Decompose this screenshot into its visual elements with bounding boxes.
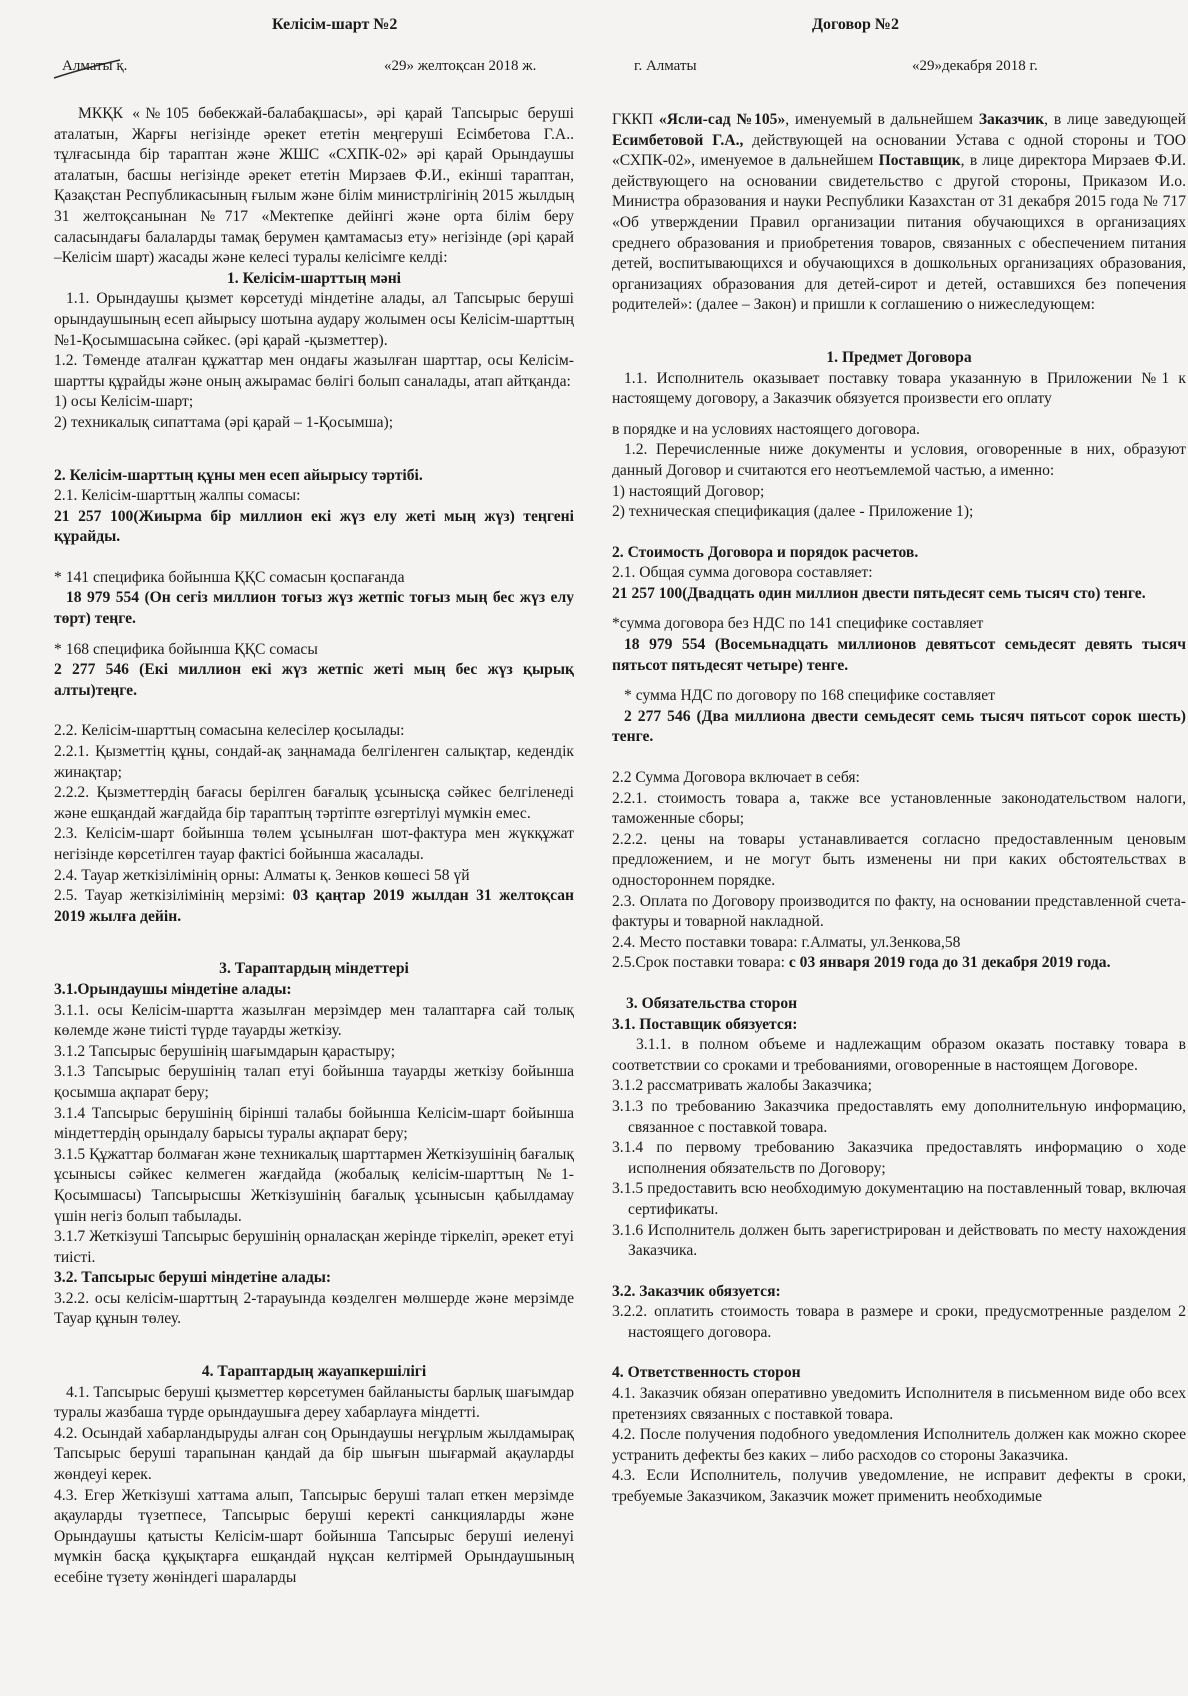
ru-s2-5-label: 2.5.Срок поставки товара: <box>612 954 789 972</box>
kz-s2-1-sum: 21 257 100(Жиырма бір миллион екі жүз елу жеті мың жүз) теңгені құрайды. <box>54 507 574 546</box>
ru-s2-3: 2.3. Оплата по Договору производится по факту, на основании представленной счета-фактуры и товарной накладной. <box>612 892 1186 931</box>
kz-s2-4: 2.4. Тауар жеткізілімінің орны: Алматы қ. Зенков көшесі 58 үй <box>54 866 470 884</box>
ru-s3-1-2: 3.1.2 рассматривать жалобы Заказчика; <box>612 1077 872 1095</box>
ru-title: Договор №2 <box>812 16 899 33</box>
kz-body <box>54 104 574 1589</box>
ru-city: г. Алматы <box>634 58 697 74</box>
ru-s2-168: * сумма НДС по договору по 168 специфике составляет <box>624 687 996 705</box>
ru-s2-4: 2.4. Место поставки товара: г.Алматы, ул.Зенкова,58 <box>612 933 961 951</box>
ru-intro <box>612 110 1186 316</box>
ru-s2-2: 2.2 Сумма Договора включает в себя: <box>612 769 860 787</box>
kz-s4-3: 4.3. Егер Жеткізуші хаттама алып, Тапсырыс беруші талап еткен мерзімде ақауларды түзетпесе, Тапсырыс беруші керекті санкцияларды және Орындаушы қатысты Келісім-шарт бойынша Тапсырыс беруші иеленуі мүмкін басқа құқықтарға ешқандай нұқсан келтірмей Орындаушының есебіне түзету жөніндегі шараларды <box>54 1486 574 1586</box>
kz-s4-title: 4. Тараптардың жауапкершілігі <box>201 1363 427 1381</box>
ru-intro-supplier: Поставщик <box>878 152 961 170</box>
kz-city: Алматы қ. <box>62 58 128 74</box>
ru-s4-1: 4.1. Заказчик обязан оперативно уведомить Исполнителя в письменном виде обо всех претензиях связанных с поставкой товара. <box>612 1385 1186 1423</box>
ru-s3-2-2: 3.2.2. оплатить стоимость товара в размере и сроки, предусмотренные разделом 2 настоящего договора. <box>612 1303 1186 1341</box>
kz-s3-1-2: 3.1.2 Тапсырыс берушінің шағымдарын қарастыру; <box>54 1042 396 1060</box>
ru-intro-part: , в лице заведующей <box>1044 111 1186 128</box>
kz-s2-1: 2.1. Келісім-шарттың жалпы сомасы: <box>54 487 301 505</box>
kz-date: «29» желтоқсан 2018 ж. <box>384 58 537 74</box>
ru-s2-1-sum: 21 257 100(Двадцать один миллион двести пятьдесят семь тысяч сто) тенге. <box>612 584 1146 602</box>
ru-intro-org: «Ясли-сад №105» <box>658 111 786 128</box>
kz-s2-141-sum: 18 979 554 (Он сегіз миллион тоғыз жүз жетпіс тоғыз мың бес жүз елу төрт) теңге. <box>54 589 574 628</box>
kz-s3-1-title: 3.1.Орындаушы міндетіне алады: <box>54 980 292 998</box>
ru-s2-5-dates: с 03 января 2019 года до 31 декабря 2019 года. <box>788 954 1111 972</box>
ru-intro-part: ГККП <box>612 111 659 128</box>
kz-title: Келісім-шарт №2 <box>272 16 398 33</box>
ru-s3-1-3: 3.1.3 по требованию Заказчика предоставлять ему дополнительную информацию, связанное с поставкой товара. <box>612 1097 1186 1136</box>
ru-s2-title: 2. Стоимость Договора и порядок расчетов. <box>612 543 919 561</box>
ru-s2-2-2: 2.2.2. цены на товары устанавливается согласно предоставленным ценовым предложением, и не могут быть изменены ни при каких обстоятельствах в одностороннем порядке. <box>612 830 1186 889</box>
kz-s2-5-label: 2.5. Тауар жеткізілімінің мерзімі: <box>54 887 293 905</box>
ru-intro-head: Есимбетовой Г.А., <box>612 131 744 149</box>
ru-s2-2-1: 2.2.1. стоимость товара а, также все установленные законодательством налоги, таможенные сборы; <box>612 789 1186 828</box>
kz-s3-1-7: 3.1.7 Жеткізуші Тапсырыс берушінің орналасқан жерінде тіркеліп, әрекет етуі тиісті. <box>54 1228 574 1266</box>
ru-s3-1-4: 3.1.4 по первому требованию Заказчика предоставлять информацию о ходе исполнения обязательств по Договору; <box>612 1139 1186 1177</box>
ru-s2-141-sum: 18 979 554 (Восемьнадцать миллионов девятьсот семьдесят девять тысяч пятьсот пятьдесят четыре) тенге. <box>612 636 1186 674</box>
ru-s4-3: 4.3. Если Исполнитель, получив уведомление, не исправит дефекты в сроки, требуемые Заказчиком, Заказчик может применить необходимые <box>612 1467 1186 1506</box>
kz-s1-2-2: 2) техникалық сипаттама (әрі қарай – 1-Қосымша); <box>54 413 394 431</box>
ru-s1-1: 1.1. Исполнитель оказывает поставку товара указанную в Приложении №1 к настоящему договору, а Заказчик обязуется произвести его оплату <box>612 369 1186 408</box>
ru-s1-2: 1.2. Перечисленные ниже документы и условия, оговоренные в них, образуют данный Договор и считаются его неотъемлемой частью, а именно: <box>612 441 1186 479</box>
kz-s2-141: * 141 специфика бойынша ҚҚС сомасын қоспағанда <box>54 568 405 586</box>
ru-s3-1-1: 3.1.1. в полном объеме и надлежащим образом оказать поставку товара в соответствии со сроками и требованиями, оговоренные в настоящем Договоре. <box>612 1036 1186 1074</box>
ru-intro-customer: Заказчик <box>978 111 1045 128</box>
kz-s3-2-title: 3.2. Тапсырыс беруші міндетіне алады: <box>54 1269 332 1287</box>
kz-s1-title: 1. Келісім-шарттың мәні <box>226 269 402 287</box>
kz-s2-168-sum: 2 277 546 (Екі миллион екі жүз жетпіс жеті мың бес жүз қырық алты)теңге. <box>54 661 574 699</box>
kz-s2-2-2: 2.2.2. Қызметтердің бағасы берілген бағалық ұсынысқа сәйкес белгіленеді және ешқандай жағдайда бір тараптың тәртіпте өзгертілуі мүмкін емес. <box>54 784 574 822</box>
kz-s3-2-2: 3.2.2. осы келісім-шарттың 2-тарауында көзделген мөлшерде және мерзімде Тауар құнын төлеу. <box>54 1289 574 1328</box>
kz-s3-title: 3. Тараптардың міндеттері <box>219 960 409 978</box>
kz-intro: МКҚК «№105 бөбекжай-балабақшасы», әрі қарай Тапсырыс беруші аталатын, Жарғы негізінде әрекет ететін меңгеруші Есімбетова Г.А.. тұлғасында бір тараптан және ЖШС «СХПК-02» әрі қарай Орындаушы аталатын, басшы негізінде әрекет ететін Мирзаев Ф.И., екінші тараптан, Қазақстан Республикасының ғылым және білім министрлігінің 2015 жылдың 31 желтоқсанынан №717 «Мектепке дейінгі және орта білім беру саласындағы балаларды тамақ берумен қамтамасыз ету» негізінде (әрі қарай –Келісім шарт) жасады және келесі туралы келісімге келді: <box>54 105 574 267</box>
ru-s2-168-sum: 2 277 546 (Два миллиона двести семьдесят семь тысяч пятьсот сорок шесть) тенге. <box>612 707 1186 746</box>
ru-s1-title: 1. Предмет Договора <box>826 348 972 366</box>
kz-s4-1: 4.1. Тапсырыс беруші қызметтер көрсетумен байланысты барлық шағымдар туралы жазбаша түрде орындаушыға дереу хабарлауға міндетті. <box>54 1383 574 1422</box>
kz-s1-2-1: 1) осы Келісім-шарт; <box>54 393 194 411</box>
kz-s2-title: 2. Келісім-шарттың құны мен есеп айырысу тәртібі. <box>54 466 423 484</box>
ru-s4-2: 4.2. После получения подобного уведомления Исполнитель должен как можно скорее устранить дефекты без каких – либо расходов со стороны Заказчика. <box>612 1426 1186 1464</box>
ru-s1-2-2: 2) техническая спецификация (далее - Приложение 1); <box>612 503 974 521</box>
ru-body <box>612 110 1186 1508</box>
ru-s2-5 <box>612 953 1186 974</box>
ru-s1-2-1: 1) настоящий Договор; <box>612 482 765 500</box>
ru-s1-1b: в порядке и на условиях настоящего договора. <box>612 420 920 438</box>
ru-s2-141: *сумма договора без НДС по 141 специфике составляет <box>612 615 984 633</box>
kz-s3-1-5: 3.1.5 Құжаттар болмаған және техникалық шарттармен Жеткізушінің бағалық ұсынысы сәйкес келмеген жағдайда (жобалық келісім-шарттың №1-Қосымшасы) Тапсырысшы Жеткізушінің бағалық ұсынысын қабылдамау үшін негіз болып табылады. <box>54 1145 574 1225</box>
kz-s3-1-1: 3.1.1. осы Келісім-шартта жазылған мерзімдер мен талаптарға сай толық көлемде және тиісті түрде тауарды жеткізу. <box>54 1001 574 1040</box>
kz-s1-2: 1.2. Төменде аталған құжаттар мен ондағы жазылған шарттар, осы Келісім-шартты құрайды және оның ажырамас бөлігі болып саналады, атап айтқанда: <box>54 352 574 390</box>
ru-intro-part: , именуемый в дальнейшем <box>785 111 979 128</box>
ru-s3-1-6: 3.1.6 Исполнитель должен быть зарегистрирован и действовать по месту нахождения Заказчика. <box>612 1221 1186 1260</box>
kz-s3-1-3: 3.1.3 Тапсырыс берушінің талап етуі бойынша тауарды жеткізу бойынша қосымша ақпарат беру; <box>54 1063 574 1101</box>
kz-s4-2: 4.2. Осындай хабарландыруды алған соң Орындаушы неғұрлым жылдамырақ Тапсырыс беруші тарапынан қандай да бір шығын шығармай ақауларды жөндеуі керек. <box>54 1424 574 1484</box>
ru-s2-1: 2.1. Общая сумма договора составляет: <box>612 564 873 582</box>
kz-s2-5 <box>54 886 574 927</box>
kz-s3-1-4: 3.1.4 Тапсырыс берушінің бірінші талабы бойынша Келісім-шарт бойынша міндеттердің орындалу барысы туралы ақпарат беру; <box>54 1104 574 1143</box>
ru-s3-2-title: 3.2. Заказчик обязуется: <box>612 1282 781 1300</box>
kz-s2-2-1: 2.2.1. Қызметтің құны, сондай-ақ заңнамада белгіленген салықтар, кедендік жинақтар; <box>54 743 574 781</box>
ru-date: «29»декабря 2018 г. <box>912 58 1038 74</box>
ru-s3-1-5: 3.1.5 предоставить всю необходимую документацию на поставленный товар, включая сертификаты. <box>612 1180 1186 1218</box>
kz-s2-3: 2.3. Келісім-шарт бойынша төлем ұсынылған шот-фактура мен жүкқұжат негізінде көрсетілген тауар фактісі бойынша жасалады. <box>54 825 574 863</box>
kz-s1-1: 1.1. Орындаушы қызмет көрсетуді міндетіне алады, ал Тапсырыс беруші орындаушының есеп айырысу шотына аудару жолымен осы Келісім-шарттың №1-Қосымшасына сәйкес. (әрі қарай -қызметтер). <box>54 290 574 349</box>
ru-intro-part: действующей на основании Устава с одной стороны и ТОО «СХПК-02», именуемое в дальнейшем <box>612 131 1186 170</box>
kz-s2-2: 2.2. Келісім-шарттың сомасына келесілер қосылады: <box>54 722 405 740</box>
ru-s3-title: 3. Обязательства сторон <box>626 994 798 1012</box>
ru-s4-title: 4. Ответственность сторон <box>612 1364 801 1382</box>
ru-intro-part: , в лице директора Мирзаев Ф.И. действующего на основании свидетельство с другой стороны, Приказом И.о. Министра образования и науки Республики Казахстан от 31 декабря 2015 года № 717 «Об утверждении Правил организации питания обучающихся в организациях среднего образования и приобретения товаров, связанных с обеспечением питания детей, воспитывающихся и обучающихся в дошкольных организациях образования, организациях образования для детей-сирот и детей, оставшихся без попечения родителей»: (далее – Закон) и пришли к соглашению о нижеследующем: <box>612 152 1186 314</box>
kz-s2-5-dates: 03 қаңтар 2019 жылдан 31 желтоқсан 2019 жылға дейін. <box>54 887 574 925</box>
ru-s3-1-title: 3.1. Поставщик обязуется: <box>612 1015 798 1033</box>
kz-s2-168: * 168 специфика бойынша ҚҚС сомасы <box>54 640 318 658</box>
